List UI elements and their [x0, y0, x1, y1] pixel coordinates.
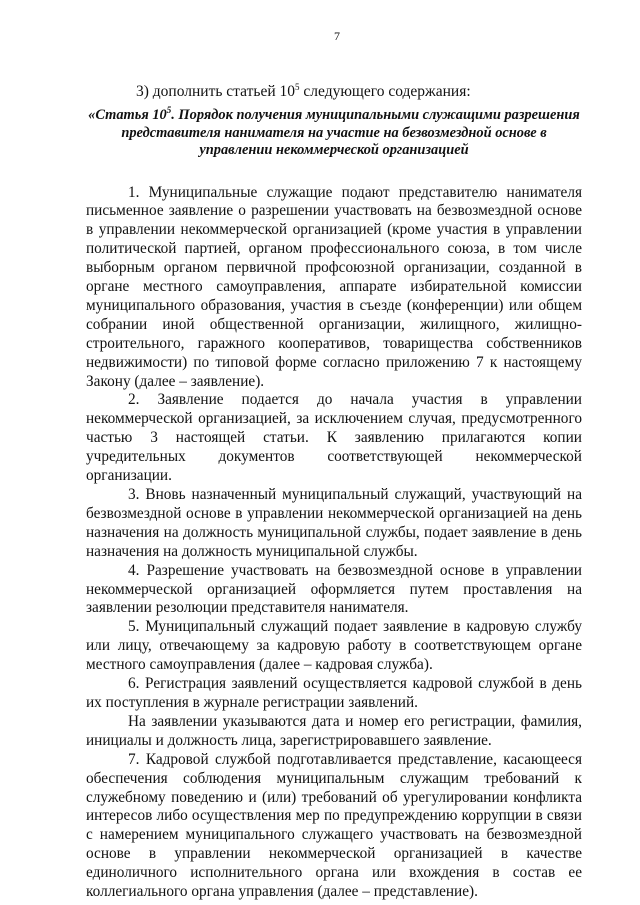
paragraph-5: 5. Муниципальный служащий подает заявление в кадровую службу или лицу, отвечающему за кадровую работу в соответствующем органе местного самоуправления (далее – кадровая служба).	[86, 618, 582, 674]
intro-text-after: следующего содержания:	[299, 83, 471, 100]
document-page	[86, 28, 582, 902]
heading-prefix: «Статья 10	[88, 107, 167, 123]
paragraph-6: 6. Регистрация заявлений осуществляется кадровой службой в день их поступления в журнале регистрации заявлений.	[86, 675, 582, 711]
page-number: 7	[334, 29, 340, 43]
article-heading	[86, 102, 582, 160]
heading-superscript: 5	[166, 105, 172, 115]
paragraph-6-note: На заявлении указываются дата и номер его регистрации, фамилия, инициалы и должность лица, зарегистрировавшего заявление.	[86, 712, 582, 749]
paragraph-4: 4. Разрешение участвовать на безвозмездной основе в управлении некоммерческой организацией оформляется путем проставления на заявлении резолюции представителя нанимателя.	[86, 561, 582, 617]
paragraph-2: 2. Заявление подается до начала участия в управлении некоммерческой организацией, за исключением случая, предусмотренного частью 3 настоящей статьи. К заявлению прилагаются копии учредительных документов соответствующей некоммерческой организации.	[86, 391, 582, 485]
intro-text-before: 3) дополнить статьей 10	[136, 83, 296, 100]
heading-text: . Порядок получения муниципальными служащими разрешения представителя нанимателя на участие на безвозмездной основе в управлении некоммерческой организацией	[121, 107, 580, 158]
paragraph-3: 3. Вновь назначенный муниципальный служащий, участвующий на безвозмездной основе в управлении некоммерческой организацией на день назначения на должность муниципальной службы, подает заявление в день назначения на должность муниципальной службы.	[86, 486, 582, 560]
article-body	[86, 184, 582, 902]
intro-superscript: 5	[295, 82, 300, 92]
paragraph-7: 7. Кадровой службой подготавливается представление, касающееся обеспечения соблюдения муниципальным служащим требований к служебному поведению и (или) требований об урегулировании конфликта интересов либо осуществления мер по предупреждению коррупции в связи с намерением муниципального служащего участвовать на безвозмездной основе в управлении некоммерческой организацией в качестве единоличного исполнительного органа или вхождения в состав ее коллегиального органа управления (далее – представление).	[86, 750, 582, 901]
paragraph-1: 1. Муниципальные служащие подают представителю нанимателя письменное заявление о разрешении участвовать на безвозмездной основе в управлении некоммерческой организацией (кроме участия в управлении политической партией, органом профессионального союза, в том числе выборным органом первичной профсоюзной организации, созданной в органе местного самоуправления, аппарате избирательной комиссии муниципального образования, участия в съезде (конференции) или общем собрании иной общественной организации, жилищного, жилищно-строительного, гаражного кооперативов, товарищества собственников недвижимости) по типовой форме согласно приложению 7 к настоящему Закону (далее – заявление).	[86, 183, 582, 390]
amendment-intro	[86, 78, 582, 101]
